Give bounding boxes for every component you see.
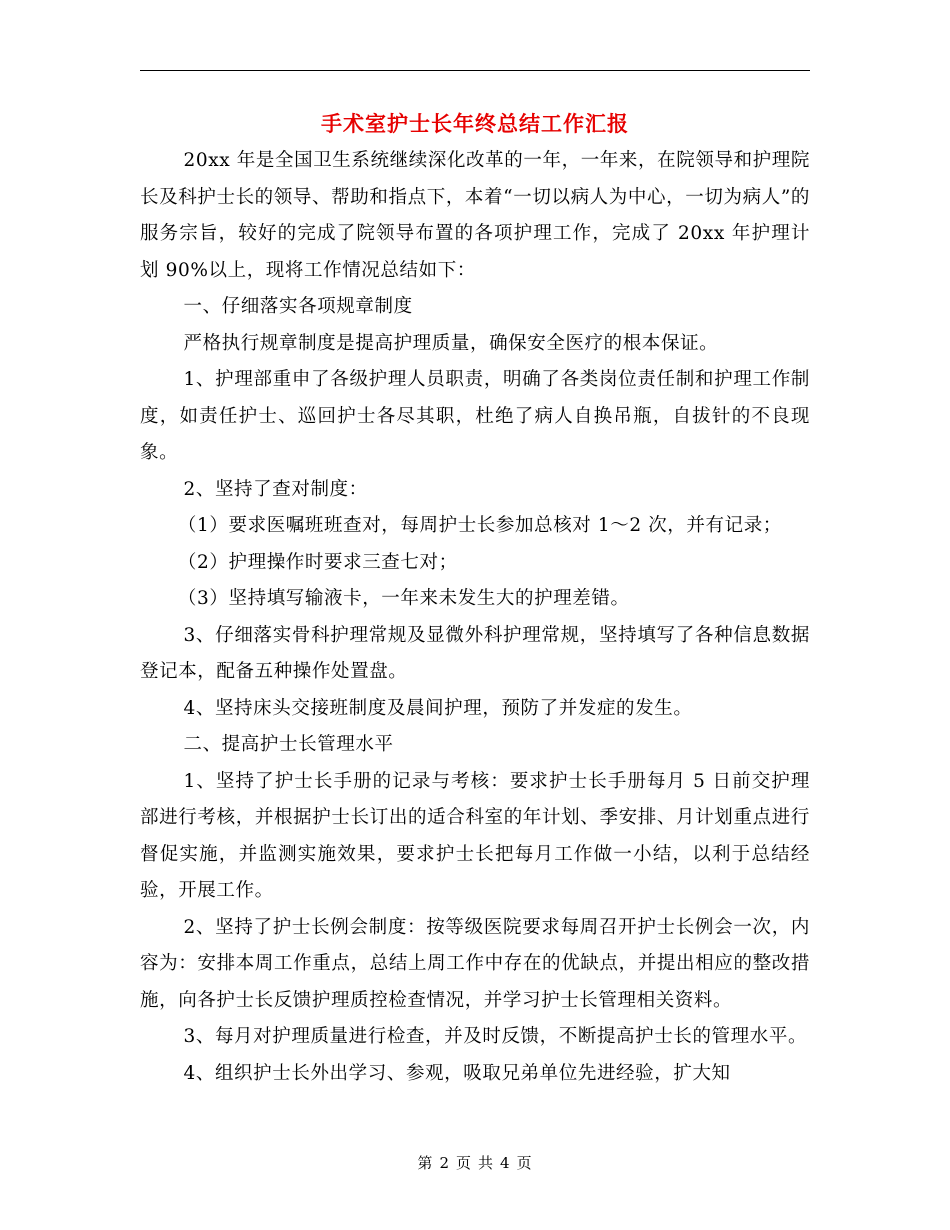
footer-total-unit: 页 bbox=[516, 1154, 533, 1172]
list-item: 3、仔细落实骨科护理常规及显微外科护理常规，坚持填写了各种信息数据登记本，配备五种操作处置盘。 bbox=[140, 624, 810, 682]
document-body bbox=[140, 143, 810, 1092]
list-item: 3、每月对护理质量进行检查，并及时反馈，不断提高护士长的管理水平。 bbox=[183, 1026, 808, 1047]
intro-paragraph: 20xx 年是全国卫生系统继续深化改革的一年，一年来，在院领导和护理院长及科护士长的领导、帮助和指点下，本着“一切以病人为中心，一切为病人”的服务宗旨，较好的完成了院领导布置的各项护理工作，完成了 20xx 年护理计划 90%以上，现将工作情况总结如下： bbox=[140, 150, 810, 281]
total-page-count: 4 bbox=[500, 1154, 511, 1172]
list-item: 4、坚持床头交接班制度及晨间护理，预防了并发症的发生。 bbox=[183, 697, 693, 719]
header-rule bbox=[140, 70, 810, 71]
section-heading-2: 二、提高护士长管理水平 bbox=[183, 734, 394, 755]
sub-list-item: （1）要求医嘱班班查对，每周护士长参加总核对 1～2 次，并有记录； bbox=[177, 515, 782, 536]
list-item: 1、护理部重申了各级护理人员职责，明确了各类岗位责任制和护理工作制度，如责任护士、巡回护士各尽其职，杜绝了病人自换吊瓶，自拔针的不良现象。 bbox=[140, 369, 810, 463]
section-heading-1: 一、仔细落实各项规章制度 bbox=[183, 296, 413, 317]
list-item: 4、组织护士长外出学习、参观，吸取兄弟单位先进经验，扩大知 bbox=[183, 1062, 731, 1084]
list-item: 2、坚持了查对制度： bbox=[183, 478, 368, 500]
paragraph: 严格执行规章制度是提高护理质量，确保安全医疗的根本保证。 bbox=[183, 332, 719, 354]
current-page-number: 2 bbox=[439, 1154, 450, 1172]
list-item: 2、坚持了护士长例会制度：按等级医院要求每周召开护士长例会一次，内容为：安排本周工作重点，总结上周工作中存在的优缺点，并提出相应的整改措施，向各护士长反馈护理质控检查情况，并学习护士长管理相关资料。 bbox=[140, 916, 810, 1011]
footer-prefix: 第 bbox=[417, 1154, 434, 1172]
sub-list-item: （3）坚持填写输液卡，一年来未发生大的护理差错。 bbox=[177, 588, 630, 609]
list-item: 1、坚持了护士长手册的记录与考核：要求护士长手册每月 5 日前交护理部进行考核，并根据护士长订出的适合科室的年计划、季安排、月计划重点进行督促实施，并监测实施效果，要求护士长把每月工作做一小结，以利于总结经验，开展工作。 bbox=[140, 770, 810, 901]
document-title: 手术室护士长年终总结工作汇报 bbox=[321, 111, 629, 136]
sub-list-item: （2）护理操作时要求三查七对； bbox=[177, 551, 458, 573]
footer-page-unit: 页 bbox=[455, 1154, 472, 1172]
page-number-footer bbox=[0, 1152, 950, 1173]
footer-total-prefix: 共 bbox=[478, 1154, 495, 1172]
